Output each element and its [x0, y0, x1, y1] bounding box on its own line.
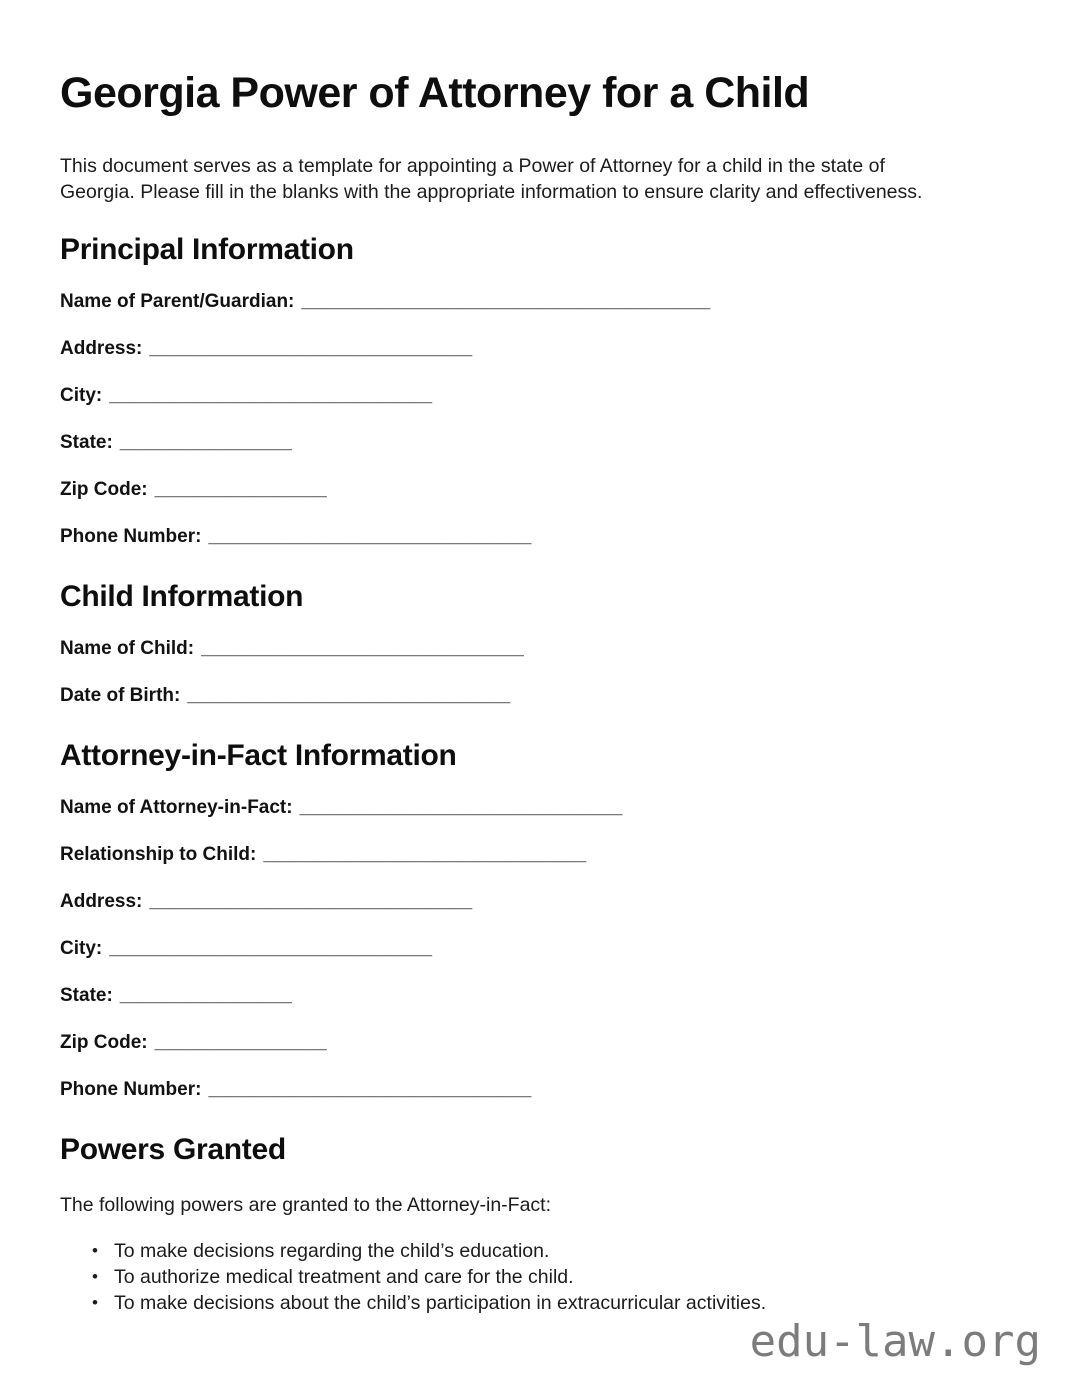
field-attorney-zip-code: [60, 1033, 1015, 1053]
field-label: State:: [60, 432, 113, 453]
field-principal-city: [60, 386, 1015, 406]
field-blank-line: ________________: [154, 1032, 327, 1053]
bullet-icon: •: [92, 1241, 98, 1260]
field-label: Name of Parent/Guardian:: [60, 291, 295, 312]
powers-bullet-extracurricular: To make decisions about the child’s participation in extracurricular activities.: [114, 1292, 767, 1314]
field-attorney-name: [60, 798, 1015, 818]
heading-child-information: Child Information: [60, 580, 304, 613]
field-label: Zip Code:: [60, 479, 148, 500]
list-item: [92, 1290, 1015, 1316]
list-item: [92, 1238, 1015, 1264]
field-blank-line: ______________________________: [109, 385, 433, 406]
powers-intro-text: The following powers are granted to the Attorney-in-Fact:: [60, 1194, 552, 1216]
heading-principal-information: Principal Information: [60, 233, 354, 266]
field-blank-line: ______________________________: [208, 1079, 532, 1100]
field-principal-zip-code: [60, 480, 1015, 500]
field-blank-line: ________________: [119, 985, 293, 1006]
heading-attorney-in-fact-information: Attorney-in-Fact Information: [60, 739, 457, 772]
field-blank-line: ______________________________: [208, 526, 532, 547]
field-principal-phone-number: [60, 527, 1015, 547]
field-blank-line: ______________________________: [149, 338, 473, 359]
field-label: City:: [60, 938, 103, 959]
heading-powers-granted: Powers Granted: [60, 1133, 286, 1166]
field-label: Relationship to Child:: [60, 844, 257, 865]
section-attorney-in-fact-information: [60, 740, 1015, 1100]
field-label: Phone Number:: [60, 526, 202, 547]
field-blank-line: ______________________________: [109, 938, 433, 959]
powers-bullet-education: To make decisions regarding the child’s education.: [114, 1240, 550, 1262]
field-blank-line: ________________: [154, 479, 327, 500]
field-blank-line: ______________________________: [299, 797, 623, 818]
field-attorney-phone-number: [60, 1080, 1015, 1100]
document-title: Georgia Power of Attorney for a Child: [60, 69, 810, 117]
field-child-date-of-birth: [60, 686, 1015, 706]
watermark-edu-law-org: edu-law.org: [749, 1316, 1041, 1367]
field-principal-state: [60, 433, 1015, 453]
field-label: Address:: [60, 891, 143, 912]
list-item: [92, 1264, 1015, 1290]
field-label: State:: [60, 985, 113, 1006]
bullet-icon: •: [92, 1267, 98, 1286]
field-attorney-address: [60, 892, 1015, 912]
field-blank-line: ________________: [119, 432, 293, 453]
powers-bullet-medical: To authorize medical treatment and care for the child.: [114, 1266, 574, 1288]
section-child-information: [60, 581, 1015, 706]
field-label: Zip Code:: [60, 1032, 148, 1053]
section-principal-information: [60, 234, 1015, 547]
field-child-name: [60, 639, 1015, 659]
field-blank-line: ______________________________: [201, 638, 525, 659]
field-blank-line: ______________________________: [149, 891, 473, 912]
bullet-icon: •: [92, 1293, 98, 1312]
field-attorney-state: [60, 986, 1015, 1006]
field-principal-address: [60, 339, 1015, 359]
field-label: City:: [60, 385, 103, 406]
field-attorney-relationship: [60, 845, 1015, 865]
field-principal-name: [60, 292, 1015, 312]
field-label: Address:: [60, 338, 143, 359]
field-attorney-city: [60, 939, 1015, 959]
field-blank-line: ______________________________: [263, 844, 587, 865]
field-label: Name of Attorney-in-Fact:: [60, 797, 293, 818]
intro-paragraph: This document serves as a template for appointing a Power of Attorney for a child in the state of Georgia. Please fill in the blanks with the appropriate information to ensure clarity and effectiveness.: [60, 155, 923, 203]
field-blank-line: ______________________________________: [301, 291, 711, 312]
field-label: Name of Child:: [60, 638, 195, 659]
field-label: Date of Birth:: [60, 685, 181, 706]
field-blank-line: ______________________________: [187, 685, 511, 706]
section-powers-granted: [60, 1134, 1015, 1316]
powers-list: [60, 1238, 1015, 1316]
field-label: Phone Number:: [60, 1079, 202, 1100]
